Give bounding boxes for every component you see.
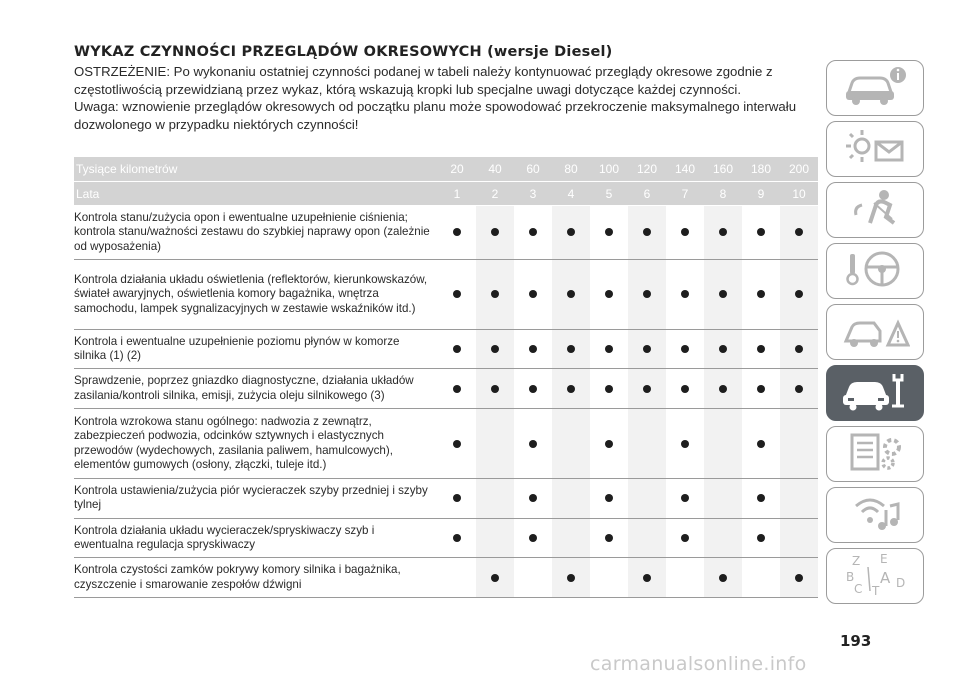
dot-icon (757, 385, 765, 393)
steering-wheel-key-icon (840, 248, 910, 295)
dot-icon (453, 440, 461, 448)
table-row (74, 409, 818, 479)
technical-data-icon (840, 431, 910, 478)
dot-icon (681, 494, 689, 502)
svg-text:Z: Z (852, 553, 861, 568)
note-paragraph: Uwaga: wznowienie przeglądów okresowych od początku planu może spowodować przekroczenie maksymalnego interwału dozwolonego w przypadku niektórych czynności! (74, 99, 797, 132)
sidebar-tab-airbag-seatbelt[interactable] (826, 182, 924, 238)
mark-cell (590, 206, 628, 260)
mark-cell (628, 518, 666, 558)
row-description: Kontrola ustawienia/zużycia piór wycieraczek szyby przedniej i szyby tylnej (74, 479, 438, 519)
sidebar-tab-alphabetical-index[interactable] (826, 548, 924, 604)
km-header-cell: 200 (780, 157, 818, 182)
row-description: Sprawdzenie, poprzez gniazdko diagnostyczne, działania układów zasilania/kontroli silnika, emisji, zużycia oleju silnikowego (3) (74, 369, 438, 409)
km-header-cell: 20 (438, 157, 476, 182)
dot-icon (757, 228, 765, 236)
warning-lights-icon (840, 126, 910, 173)
mark-cell (590, 518, 628, 558)
mark-cell (476, 558, 514, 598)
mark-cell (666, 518, 704, 558)
dot-icon (757, 494, 765, 502)
dot-icon (529, 290, 537, 298)
mark-cell (780, 518, 818, 558)
mark-cell (552, 206, 590, 260)
dot-icon (605, 494, 613, 502)
car-info-icon (840, 65, 910, 112)
mark-cell (514, 329, 552, 369)
dot-icon (529, 494, 537, 502)
mark-cell (704, 409, 742, 479)
years-header-cell: 8 (704, 182, 742, 206)
mark-cell (590, 409, 628, 479)
dot-icon (567, 385, 575, 393)
dot-icon (643, 574, 651, 582)
mark-cell (704, 558, 742, 598)
mark-cell (704, 329, 742, 369)
km-header-label: Tysiące kilometrów (74, 157, 438, 182)
dot-icon (567, 290, 575, 298)
mark-cell (438, 518, 476, 558)
mark-cell (666, 259, 704, 329)
page-number: 193 (840, 632, 872, 650)
mark-cell (666, 206, 704, 260)
mark-cell (552, 518, 590, 558)
mark-cell (780, 329, 818, 369)
mark-cell (742, 479, 780, 519)
sidebar-tab-car-info[interactable] (826, 60, 924, 116)
row-description: Kontrola czystości zamków pokrywy komory silnika i bagażnika, czyszczenie i smarowanie zespołów dźwigni (74, 558, 438, 598)
mark-cell (514, 558, 552, 598)
dot-icon (453, 345, 461, 353)
sidebar-tab-warning-lights[interactable] (826, 121, 924, 177)
dot-icon (605, 534, 613, 542)
mark-cell (590, 329, 628, 369)
dot-icon (491, 385, 499, 393)
dot-icon (605, 345, 613, 353)
dot-icon (719, 385, 727, 393)
mark-cell (628, 369, 666, 409)
years-header-cell: 1 (438, 182, 476, 206)
years-header-cell: 6 (628, 182, 666, 206)
dot-icon (681, 440, 689, 448)
row-description: Kontrola działania układu wycieraczek/spryskiwaczy szyb i ewentualna regulacja spryskiwaczy (74, 518, 438, 558)
mark-cell (704, 206, 742, 260)
mark-cell (476, 369, 514, 409)
svg-text:B: B (846, 569, 855, 584)
mark-cell (514, 259, 552, 329)
dot-icon (605, 290, 613, 298)
chapter-sidebar (826, 60, 924, 609)
mark-cell (476, 259, 514, 329)
mark-cell (780, 479, 818, 519)
svg-text:D: D (896, 575, 906, 590)
dot-icon (529, 228, 537, 236)
mark-cell (628, 479, 666, 519)
dot-icon (491, 345, 499, 353)
dot-icon (643, 385, 651, 393)
years-header-cell: 10 (780, 182, 818, 206)
mark-cell (704, 369, 742, 409)
dot-icon (681, 290, 689, 298)
mark-cell (742, 259, 780, 329)
table-row (74, 369, 818, 409)
years-header-cell: 9 (742, 182, 780, 206)
mark-cell (590, 259, 628, 329)
watermark: carmanualsonline.info (590, 653, 807, 675)
mark-cell (628, 409, 666, 479)
dot-icon (453, 494, 461, 502)
dot-icon (567, 574, 575, 582)
row-description: Kontrola działania układu oświetlenia (reflektorów, kierunkowskazów, świateł awaryjnych, oświetlenia komory bagażnika, wnętrza samochodu, lampek sygnalizacyjnych w zestawie wskaźników itd.) (74, 259, 438, 329)
years-header-cell: 3 (514, 182, 552, 206)
years-header-cell: 4 (552, 182, 590, 206)
mark-cell (628, 259, 666, 329)
dot-icon (757, 440, 765, 448)
mark-cell (742, 206, 780, 260)
mark-cell (438, 329, 476, 369)
mark-cell (628, 206, 666, 260)
mark-cell (438, 409, 476, 479)
dot-icon (719, 574, 727, 582)
mark-cell (552, 329, 590, 369)
svg-text:T: T (872, 583, 880, 597)
dot-icon (453, 385, 461, 393)
page-content (74, 44, 818, 133)
mark-cell (552, 558, 590, 598)
maintenance-schedule-table (74, 157, 818, 598)
mark-cell (476, 329, 514, 369)
mark-cell (742, 409, 780, 479)
dot-icon (643, 228, 651, 236)
years-header-cell: 2 (476, 182, 514, 206)
years-header-cell: 7 (666, 182, 704, 206)
table-row (74, 206, 818, 260)
km-header-cell: 120 (628, 157, 666, 182)
mark-cell (666, 409, 704, 479)
dot-icon (795, 574, 803, 582)
dot-icon (605, 385, 613, 393)
dot-icon (681, 534, 689, 542)
dot-icon (719, 228, 727, 236)
mark-cell (704, 518, 742, 558)
sidebar-tab-technical-data[interactable] (826, 426, 924, 482)
mark-cell (780, 409, 818, 479)
mark-cell (742, 558, 780, 598)
dot-icon (719, 290, 727, 298)
alphabetical-index-icon (840, 551, 910, 602)
mark-cell (476, 409, 514, 479)
years-header-row (74, 182, 818, 206)
dot-icon (757, 345, 765, 353)
km-header-cell: 40 (476, 157, 514, 182)
mark-cell (666, 329, 704, 369)
mark-cell (628, 329, 666, 369)
table-row (74, 518, 818, 558)
mark-cell (780, 259, 818, 329)
dot-icon (719, 345, 727, 353)
dot-icon (567, 228, 575, 236)
mark-cell (704, 259, 742, 329)
table-row (74, 259, 818, 329)
mark-cell (590, 369, 628, 409)
dot-icon (757, 534, 765, 542)
dot-icon (491, 228, 499, 236)
dot-icon (605, 228, 613, 236)
km-header-cell: 80 (552, 157, 590, 182)
mark-cell (476, 479, 514, 519)
mark-cell (438, 206, 476, 260)
km-header-cell: 100 (590, 157, 628, 182)
mark-cell (590, 479, 628, 519)
dot-icon (529, 385, 537, 393)
warning-paragraph: OSTRZEŻENIE: Po wykonaniu ostatniej czynności podanej w tabeli należy kontynuować przeglądy okresowe zgodnie z częstotliwością przewidzianą przez wykaz, którą wskazują kropki lub specjalne uwagi dotyczące każdej czynności. (74, 64, 773, 97)
sidebar-tab-multimedia[interactable] (826, 487, 924, 543)
mark-cell (742, 329, 780, 369)
dot-icon (529, 534, 537, 542)
svg-text:E: E (880, 551, 888, 566)
table-row (74, 558, 818, 598)
mark-cell (590, 558, 628, 598)
multimedia-icon (840, 492, 910, 539)
mark-cell (476, 518, 514, 558)
mark-cell (552, 369, 590, 409)
dot-icon (757, 290, 765, 298)
dot-icon (795, 290, 803, 298)
mark-cell (780, 369, 818, 409)
row-description: Kontrola stanu/zużycia opon i ewentualne uzupełnienie ciśnienia; kontrola stanu/ważności zestawu do szybkiej naprawy opon (zależnie od wyposażenia) (74, 206, 438, 260)
mark-cell (666, 369, 704, 409)
mark-cell (552, 259, 590, 329)
mark-cell (438, 369, 476, 409)
svg-text:A: A (880, 568, 891, 587)
sidebar-tab-car-maintenance[interactable] (826, 365, 924, 421)
row-description: Kontrola wzrokowa stanu ogólnego: nadwozia z zewnątrz, zabezpieczeń podwozia, odcinków sztywnych i elastycznych przewodów (wydechowych, zasilania paliwem, hamulcowych), elementów gumowych (osłony, złączki, tuleje itd.) (74, 409, 438, 479)
dot-icon (453, 290, 461, 298)
mark-cell (514, 518, 552, 558)
mark-cell (704, 479, 742, 519)
mark-cell (552, 409, 590, 479)
dot-icon (795, 385, 803, 393)
dot-icon (605, 440, 613, 448)
schedule-rows (74, 206, 818, 598)
mark-cell (438, 558, 476, 598)
dot-icon (681, 228, 689, 236)
km-header-cell: 140 (666, 157, 704, 182)
km-header-cell: 160 (704, 157, 742, 182)
dot-icon (643, 345, 651, 353)
dot-icon (681, 385, 689, 393)
mark-cell (438, 259, 476, 329)
mark-cell (552, 479, 590, 519)
airbag-seatbelt-icon (840, 187, 910, 234)
mark-cell (514, 409, 552, 479)
dot-icon (795, 228, 803, 236)
mark-cell (628, 558, 666, 598)
dot-icon (529, 345, 537, 353)
mark-cell (780, 558, 818, 598)
mark-cell (666, 479, 704, 519)
svg-text:C: C (854, 581, 863, 596)
table-row (74, 479, 818, 519)
dot-icon (681, 345, 689, 353)
mark-cell (780, 206, 818, 260)
mark-cell (742, 518, 780, 558)
dot-icon (491, 290, 499, 298)
sidebar-tab-car-emergency[interactable] (826, 304, 924, 360)
car-emergency-icon (840, 309, 910, 356)
dot-icon (453, 534, 461, 542)
mark-cell (666, 558, 704, 598)
mark-cell (476, 206, 514, 260)
mark-cell (514, 479, 552, 519)
dot-icon (453, 228, 461, 236)
km-header-cell: 60 (514, 157, 552, 182)
dot-icon (795, 345, 803, 353)
mark-cell (438, 479, 476, 519)
mark-cell (742, 369, 780, 409)
sidebar-tab-steering-wheel-key[interactable] (826, 243, 924, 299)
table-row (74, 329, 818, 369)
km-header-cell: 180 (742, 157, 780, 182)
mark-cell (514, 369, 552, 409)
dot-icon (491, 574, 499, 582)
dot-icon (529, 440, 537, 448)
years-header-label: Lata (74, 182, 438, 206)
page-title: WYKAZ CZYNNOŚCI PRZEGLĄDÓW OKRESOWYCH (wersje Diesel) (74, 44, 613, 60)
mark-cell (514, 206, 552, 260)
dot-icon (643, 290, 651, 298)
car-maintenance-icon (840, 370, 910, 417)
km-header-row (74, 157, 818, 182)
years-header-cell: 5 (590, 182, 628, 206)
dot-icon (567, 345, 575, 353)
row-description: Kontrola i ewentualne uzupełnienie poziomu płynów w komorze silnika (1) (2) (74, 329, 438, 369)
